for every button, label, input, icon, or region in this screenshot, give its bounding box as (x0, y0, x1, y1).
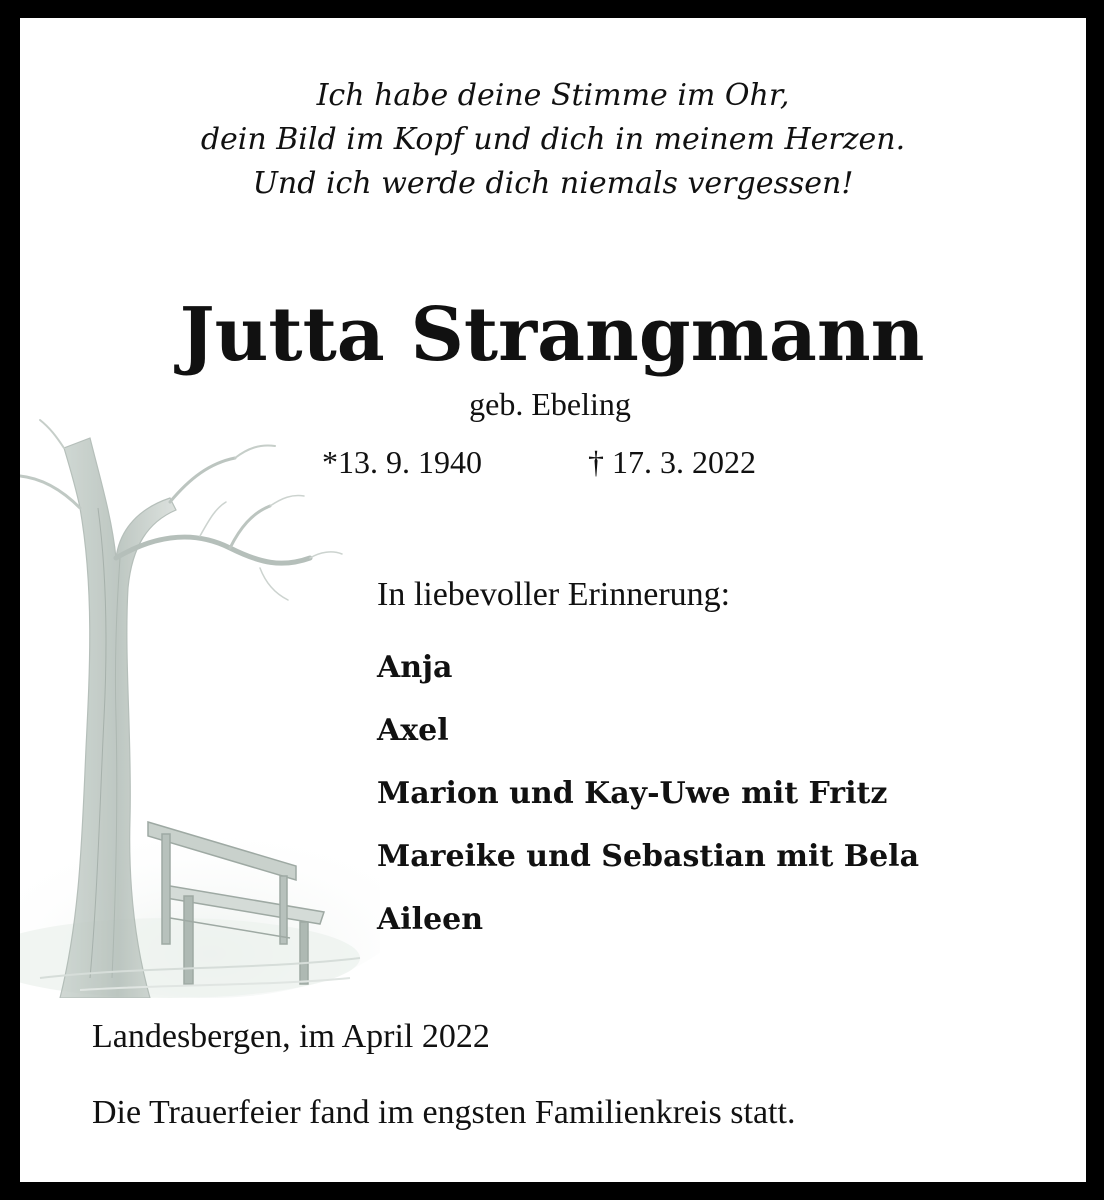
mourner-name: Anja (377, 650, 453, 685)
birth-date: *13. 9. 1940 (322, 444, 482, 480)
mourner-name: Aileen (377, 902, 484, 937)
poem-line: Und ich werde dich niemals vergessen! (252, 166, 854, 201)
poem (20, 74, 1086, 206)
poem-line: Ich habe deine Stimme im Ohr, (316, 78, 790, 113)
death-date: † 17. 3. 2022 (588, 444, 756, 480)
deceased-name: Jutta Strangmann (179, 292, 925, 378)
poem-line: dein Bild im Kopf und dich in meinem Herzen. (200, 122, 906, 157)
mourner-name: Axel (377, 713, 449, 748)
tree-and-bench-icon (20, 418, 380, 998)
funeral-notice: Die Trauerfeier fand im engsten Familienkreis statt. (92, 1094, 796, 1131)
birth-name: geb. Ebeling (469, 386, 631, 422)
mourner-name: Mareike und Sebastian mit Bela (377, 839, 920, 874)
obituary-notice (20, 18, 1086, 1182)
place-date: Landesbergen, im April 2022 (92, 1018, 490, 1055)
mourner-list (377, 636, 919, 951)
mourner-name: Marion und Kay-Uwe mit Fritz (377, 776, 888, 811)
memory-label: In liebevoller Erinnerung: (377, 576, 731, 613)
